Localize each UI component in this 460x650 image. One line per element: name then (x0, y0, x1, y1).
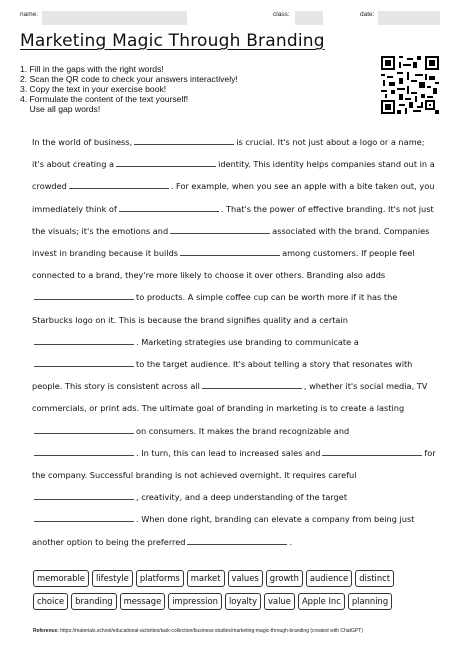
gap-blank[interactable] (116, 158, 216, 167)
word-bank-row (33, 593, 439, 610)
gap-blank[interactable] (202, 380, 302, 389)
text-segment: is crucial. It's not just about a logo or a name; it's about creating a (32, 137, 425, 170)
word-chip[interactable]: platforms (136, 570, 184, 587)
instruction-item: 1. Fill in the gaps with the right words! (20, 64, 164, 74)
gap-blank[interactable] (170, 225, 270, 234)
word-bank (33, 570, 439, 616)
gap-blank[interactable] (119, 203, 219, 212)
text-segment: for the company. Successful branding is not achieved overnight. It requires careful (32, 447, 436, 481)
gap-text (32, 131, 437, 553)
gap-blank[interactable] (34, 336, 134, 345)
text-segment: . In turn, this can lead to increased sales and (136, 447, 321, 458)
gap-blank[interactable] (34, 291, 134, 300)
date-label: date: (360, 11, 375, 18)
instruction-item: 2. Scan the QR code to check your answers interactively! (20, 74, 238, 84)
word-chip[interactable]: lifestyle (92, 570, 133, 587)
gap-blank[interactable] (34, 358, 134, 367)
class-field[interactable] (295, 11, 323, 25)
text-segment: to products. A simple coffee cup can be worth more if it has the Starbucks logo on it. This is because the brand signifies quality and a certain (32, 292, 398, 325)
word-chip[interactable]: Apple Inc (298, 593, 345, 610)
gap-blank[interactable] (180, 247, 280, 256)
date-field[interactable] (378, 11, 440, 25)
word-chip[interactable]: impression (168, 593, 222, 610)
qr-code[interactable] (381, 56, 439, 114)
name-label: name: (20, 11, 39, 18)
text-segment: . (289, 536, 293, 547)
instructions-list (20, 64, 238, 114)
reference-footer (33, 628, 363, 634)
word-chip[interactable]: planning (348, 593, 392, 610)
reference-link[interactable]: https://materials.school/educational-activities/task-collection/business-studies/marketing-magic-through-branding (created with ChatGPT) (60, 628, 363, 634)
text-segment: , creativity, and a deep understanding of the target (136, 492, 348, 503)
word-chip[interactable]: growth (266, 570, 303, 587)
text-segment: . Marketing strategies use branding to communicate a (136, 336, 359, 347)
word-chip[interactable]: message (120, 593, 166, 610)
text-segment: . When done right, branding can elevate a company from being just another option to being the preferred (32, 514, 415, 547)
class-label: class: (273, 11, 290, 18)
text-segment: on consumers. It makes the brand recognizable and (136, 425, 350, 436)
word-chip[interactable]: audience (306, 570, 352, 587)
text-segment: , whether it's social media, TV commercials, or print ads. The ultimate goal of branding in marketing is to create a lasting (32, 381, 428, 414)
word-chip[interactable]: values (228, 570, 263, 587)
instruction-item: 3. Copy the text in your exercise book! (20, 84, 167, 94)
text-segment: among customers. If people feel connected to a brand, they're more likely to choose it over others. Branding also adds (32, 248, 415, 281)
text-segment: . That's the power of effective branding. It's not just the visuals; it's the emotions and (32, 203, 434, 236)
text-segment: to the target audience. It's about telling a story that resonates with people. This story is consistent across all (32, 359, 413, 392)
word-chip[interactable]: loyalty (225, 593, 261, 610)
gap-blank[interactable] (69, 180, 169, 189)
word-chip[interactable]: distinct (355, 570, 394, 587)
word-chip[interactable]: memorable (33, 570, 89, 587)
word-chip[interactable]: value (264, 593, 295, 610)
word-chip[interactable]: choice (33, 593, 68, 610)
word-bank-row (33, 570, 439, 587)
gap-blank[interactable] (34, 513, 134, 522)
gap-blank[interactable] (134, 136, 234, 145)
gap-blank[interactable] (34, 425, 134, 434)
reference-label: Reference: (33, 628, 59, 634)
gap-blank[interactable] (187, 536, 287, 545)
text-segment: In the world of business, (32, 137, 133, 147)
gap-blank[interactable] (34, 491, 134, 500)
text-segment: identity. This identity helps companies stand out in a crowded (32, 159, 435, 192)
text-segment: . For example, when you see an apple with a bite taken out, you immediately think of (32, 181, 435, 214)
instruction-item: 4. Formulate the content of the text yourself! (20, 94, 189, 104)
gap-blank[interactable] (322, 447, 422, 456)
gap-blank[interactable] (34, 447, 134, 456)
page-title: Marketing Magic Through Branding (20, 31, 325, 51)
name-field[interactable] (42, 11, 187, 25)
text-segment: associated with the brand. Companies invest in branding because it builds (32, 225, 430, 259)
instruction-item: Use all gap words! (20, 104, 101, 114)
word-chip[interactable]: branding (71, 593, 116, 610)
word-chip[interactable]: market (187, 570, 225, 587)
